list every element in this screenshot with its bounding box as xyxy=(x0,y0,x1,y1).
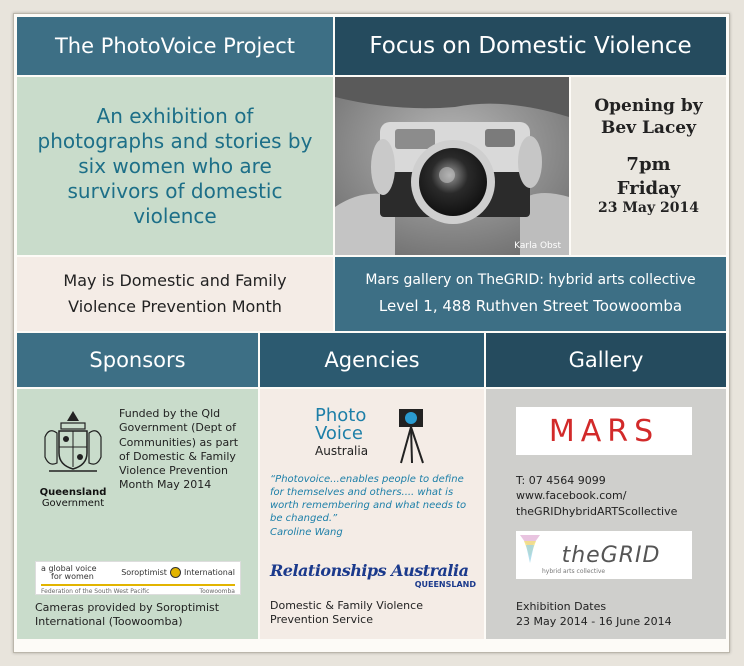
opening-day: Friday xyxy=(616,177,681,199)
opening-date: 23 May 2014 xyxy=(598,199,699,216)
intro-text: An exhibition of photographs and stories by six women who are survivors of domestic violence xyxy=(37,103,313,228)
exhibition-dates: 23 May 2014 - 16 June 2014 xyxy=(516,615,672,629)
soroptimist-tag-b: for women xyxy=(51,572,94,582)
gallery-phone: T: 07 4564 9099 xyxy=(516,474,606,487)
camera-photo xyxy=(335,77,569,255)
section-gallery xyxy=(486,333,726,387)
photovoice-voice: Voice xyxy=(315,423,363,444)
qld-gov-word: Government xyxy=(41,498,105,509)
soroptimist-town: Toowoomba xyxy=(199,587,235,595)
ra-state: QUEENSLAND xyxy=(414,580,476,589)
exhibition-dates-label: Exhibition Dates xyxy=(516,600,607,613)
section-gallery-label: Gallery xyxy=(568,348,644,372)
agencies-column xyxy=(260,389,484,639)
soroptimist-federation: Federation of the South West Pacific xyxy=(41,587,150,595)
thegrid-sub: hybrid arts collective xyxy=(542,568,606,575)
venue-line-2: Level 1, 488 Ruthven Street Toowoomba xyxy=(378,297,683,316)
sponsors-column xyxy=(17,389,258,639)
camera-photo-image xyxy=(335,77,569,255)
soroptimist-tag-a: a global voice xyxy=(41,564,97,573)
soroptimist-intl: International xyxy=(183,568,235,577)
qld-crest-icon xyxy=(41,407,105,483)
thegrid-logo-text: theGRID xyxy=(561,542,661,568)
gallery-facebook-1[interactable]: www.facebook.com/ xyxy=(516,489,627,503)
ra-service: Domestic & Family Violence Prevention Service xyxy=(270,599,423,627)
grid-triangle-icon xyxy=(520,535,540,563)
venue-panel xyxy=(335,257,726,331)
section-agencies xyxy=(260,333,484,387)
photovoice-logo xyxy=(315,407,435,469)
soroptimist-logo xyxy=(35,561,241,595)
opening-time: 7pm xyxy=(626,154,671,176)
mars-logo-text: MARS xyxy=(548,413,660,449)
soroptimist-globe-icon xyxy=(170,567,181,578)
opening-label: Opening by xyxy=(594,96,703,116)
photovoice-quote: “Photovoice...enables people to define for themselves and others.... what is worth remembering and what needs to be changed.” xyxy=(270,474,467,524)
funded-text: Funded by the Qld Government (Dept of Communities) as part of Domestic & Family Violence Prevention Month May 2014 xyxy=(119,407,239,492)
section-agencies-label: Agencies xyxy=(324,348,420,372)
project-title xyxy=(17,17,333,75)
section-sponsors xyxy=(17,333,258,387)
mars-logo xyxy=(516,407,692,455)
intro-panel xyxy=(17,77,333,255)
month-banner-text: May is Domestic and Family Violence Prevention Month xyxy=(63,271,287,316)
opening-panel xyxy=(571,77,726,255)
ra-name: Relationships Australia xyxy=(270,561,469,580)
focus-title xyxy=(335,17,726,75)
gallery-column xyxy=(486,389,726,639)
photovoice-photo: Photo xyxy=(315,405,367,426)
cameras-text: Cameras provided by Soroptimist International (Toowoomba) xyxy=(35,601,220,629)
month-banner xyxy=(17,257,333,331)
section-sponsors-label: Sponsors xyxy=(89,348,186,372)
focus-title-text: Focus on Domestic Violence xyxy=(369,33,692,59)
qld-government-logo xyxy=(35,407,111,509)
thegrid-logo xyxy=(516,531,692,579)
relationships-australia-logo xyxy=(270,561,476,589)
qld-word: Queensland xyxy=(39,487,107,498)
opening-speaker: Bev Lacey xyxy=(601,118,696,139)
project-title-text: The PhotoVoice Project xyxy=(54,34,296,58)
quote-author: Caroline Wang xyxy=(270,527,343,538)
soroptimist-name: Soroptimist xyxy=(121,568,167,577)
photo-credit: Karla Obst xyxy=(514,241,561,251)
venue-line-1: Mars gallery on TheGRID: hybrid arts collective xyxy=(365,271,696,288)
tripod-camera-icon xyxy=(395,407,429,465)
photovoice-australia: Australia xyxy=(315,444,369,458)
gallery-facebook-2[interactable]: theGRIDhybridARTScollective xyxy=(516,504,678,518)
